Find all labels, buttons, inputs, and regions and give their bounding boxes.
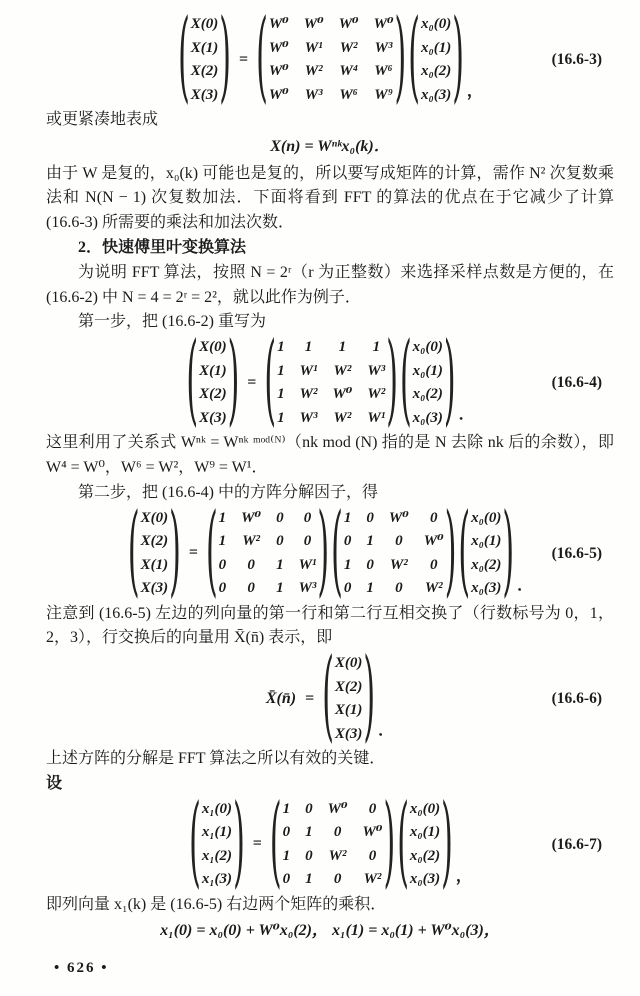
matrix-cell: W⁴ — [339, 63, 358, 79]
lhs-vector-x1 — [202, 800, 232, 890]
left-paren: ( — [127, 494, 140, 610]
right-paren: ) — [363, 639, 376, 756]
equation-label: (16.6-3) — [551, 50, 602, 68]
matrix-cell: X(2) — [334, 678, 363, 695]
matrix-cell: W² — [304, 63, 323, 79]
equation-punctuation: ． — [458, 406, 475, 424]
matrix-cell: x₁(3) — [201, 871, 233, 888]
section-heading-fft: 2．快速傅里叶变换算法 — [78, 238, 247, 256]
product-paragraph: 即列向量 x₁(k) 是 (16.6-5) 右边两个矩阵的乘积． — [46, 895, 387, 913]
matrix-cell: X(3) — [334, 725, 363, 742]
left-paren: ( — [399, 323, 412, 440]
matrix-cell: X(3) — [140, 580, 169, 597]
equation-label: (16.6-4) — [551, 374, 602, 392]
lhs-vector-X — [191, 15, 219, 105]
matrix-cell: 0 — [305, 800, 313, 817]
matrix-cell: X(0) — [334, 655, 363, 672]
matrix-cell: W³ — [304, 86, 323, 103]
matrix-cell: x₀(1) — [409, 824, 441, 841]
matrix-cell: x₀(1) — [471, 533, 502, 550]
matrix-cell: W⁰ — [338, 16, 359, 32]
matrix-cell: W² — [367, 386, 386, 403]
matrix-cell: 1 — [305, 824, 313, 841]
matrix-cell: W² — [389, 556, 408, 573]
matrix-cell: X(1) — [199, 362, 227, 379]
matrix-cell: 1 — [276, 580, 284, 597]
matrix-cell: W² — [333, 409, 352, 426]
complexity-paragraph: 由于 W 是复的，x₀(k) 可能也是复的，所以要写成矩阵的计算，需作 N² 次复数乘法和 N(N − 1) 次复数加法．下面将看到 FFT 的算法的优点在于它减少了计算 (16.6-3) 所需要的乘法和加法次数． — [46, 164, 614, 232]
equation-16-6-4 — [46, 323, 614, 440]
left-paren: ( — [458, 494, 471, 610]
matrix-cell: 1 — [218, 533, 227, 550]
matrix-cell: 0 — [282, 824, 291, 841]
compact-lead-text: 或更紧凑地表成 — [46, 111, 159, 128]
matrix-cell: 0 — [247, 556, 255, 573]
equals-sign: = — [247, 373, 257, 391]
equation-16-6-6 — [46, 639, 614, 756]
matrix-cell: W² — [328, 847, 347, 864]
equals-sign: = — [252, 835, 262, 853]
left-paren: ( — [269, 785, 282, 901]
matrix-cell: 0 — [247, 580, 255, 597]
matrix-cell: 0 — [366, 509, 374, 526]
left-paren: ( — [331, 494, 343, 610]
matrix-cell: x₀(1) — [412, 362, 443, 379]
matrix-cell: 1 — [366, 580, 374, 597]
matrix-cell: W⁹ — [374, 86, 393, 103]
matrix-cell: 1 — [282, 800, 291, 817]
matrix-cell: W⁰ — [268, 16, 289, 32]
matrix-cell: 1 — [276, 556, 284, 573]
matrix-cell: W⁰ — [362, 824, 383, 841]
matrix-cell: x₀(0) — [420, 16, 452, 32]
key-insight-paragraph: 上述方阵的分解是 FFT 算法之所以有效的关键． — [46, 750, 386, 768]
right-paren: ) — [317, 494, 330, 610]
matrix-cell: X(0) — [140, 509, 169, 526]
matrix-cell: x₀(1) — [420, 39, 452, 56]
equals-sign: = — [188, 544, 198, 562]
matrix-cell: 0 — [276, 509, 284, 526]
matrix-cell: 0 — [218, 556, 227, 573]
matrix-cell: W² — [424, 580, 443, 597]
matrix-cell: 0 — [366, 556, 374, 573]
matrix-cell: x₀(3) — [409, 871, 441, 888]
matrix-cell: X(1) — [334, 702, 363, 719]
equation-punctuation: ． — [517, 576, 534, 594]
equation-punctuation: ． — [378, 722, 395, 740]
matrix-cell: 0 — [333, 824, 342, 841]
matrix-cell: 0 — [368, 847, 377, 864]
right-paren: ) — [227, 323, 240, 440]
matrix-cell: W¹ — [298, 556, 317, 573]
left-paren: ( — [189, 785, 201, 901]
matrix-cell: 0 — [276, 533, 284, 550]
matrix-cell: W³ — [367, 362, 386, 379]
right-paren: ) — [394, 0, 407, 117]
let-lead: 设 — [46, 774, 63, 792]
overlined-vector-symbol: X̄(n̄) — [265, 689, 297, 707]
matrix-cell: X(3) — [199, 409, 227, 426]
equation-16-6-3 — [46, 0, 614, 117]
left-paren: ( — [256, 0, 268, 117]
matrix-cell: 0 — [305, 847, 313, 864]
matrix-cell: x₀(3) — [412, 409, 443, 426]
factor-matrix-1 — [219, 509, 317, 599]
matrix-cell: x₁(1) — [201, 824, 233, 841]
rhs-vector-x0 — [413, 338, 443, 428]
matrix-cell: x₀(2) — [471, 556, 502, 573]
matrix-cell: x₀(2) — [412, 386, 443, 403]
matrix-cell: W⁰ — [268, 63, 289, 79]
matrix-cell: 1 — [343, 509, 352, 526]
left-paren: ( — [264, 323, 277, 440]
matrix-cell: W⁰ — [327, 800, 348, 817]
matrix-cell: 1 — [304, 339, 313, 356]
right-paren: ) — [441, 785, 453, 901]
reduced-dft-matrix — [277, 338, 385, 428]
equation-label: (16.6-7) — [551, 835, 602, 853]
matrix-cell: W² — [242, 533, 261, 550]
matrix-cell: x₀(3) — [471, 580, 502, 597]
matrix-cell: 1 — [282, 847, 291, 864]
butterfly-equations-line: x₁(0) = x₀(0) + W⁰x₀(2)， x₁(1) = x₀(1) + W⁰x₀(3)， — [160, 921, 500, 939]
matrix-cell: 0 — [395, 580, 403, 597]
right-paren: ) — [169, 494, 181, 610]
matrix-cell: 1 — [343, 556, 352, 573]
matrix-cell: 1 — [277, 409, 285, 426]
matrix-cell: x₁(0) — [201, 800, 233, 817]
equation-label: (16.6-5) — [551, 544, 602, 562]
left-paren: ( — [205, 494, 218, 610]
rhs-vector-x0 — [410, 800, 440, 890]
matrix-cell: W⁰ — [303, 16, 324, 32]
matrix-cell: 0 — [429, 556, 438, 573]
matrix-cell: 1 — [366, 533, 374, 550]
matrix-cell: x₀(3) — [420, 86, 452, 103]
equation-label: (16.6-6) — [551, 690, 602, 708]
right-paren: ) — [386, 323, 398, 440]
matrix-cell: 1 — [338, 339, 347, 356]
left-paren: ( — [397, 785, 409, 901]
matrix-cell: 0 — [429, 509, 438, 526]
matrix-cell: x₀(0) — [412, 339, 443, 356]
factor-matrix-2 — [344, 509, 444, 599]
matrix-cell: W⁰ — [268, 86, 289, 103]
rhs-vector-x0 — [471, 509, 501, 599]
compact-equation: X(n) = Wⁿᵏx₀(k)． — [270, 137, 390, 155]
matrix-cell: X(0) — [199, 339, 227, 356]
lhs-vector-X — [199, 338, 227, 428]
matrix-cell: W⁰ — [241, 509, 262, 526]
matrix-cell: x₀(2) — [409, 847, 441, 864]
relation-paragraph: 这里利用了关系式 Wⁿᵏ = Wⁿᵏ ᵐᵒᵈ⁽ᴺ⁾（nk mod (N) 指的是 N 去除 nk 后的余数），即 W⁴ = W⁰，W⁶ = W²，W⁹ = W¹． — [46, 434, 614, 476]
left-paren: ( — [322, 639, 334, 756]
matrix-cell: 0 — [368, 800, 377, 817]
matrix-cell: 1 — [218, 509, 227, 526]
matrix-cell: W⁰ — [268, 39, 289, 56]
matrix-cell: 1 — [277, 386, 285, 403]
left-paren: ( — [408, 0, 420, 117]
matrix-cell: W¹ — [299, 362, 318, 379]
matrix-cell: W² — [333, 362, 352, 379]
matrix-cell: X(2) — [140, 533, 169, 550]
matrix-cell: W² — [363, 871, 382, 888]
matrix-cell: W⁰ — [332, 386, 353, 403]
matrix-cell: W⁶ — [339, 86, 358, 103]
matrix-cell: W⁰ — [423, 533, 444, 550]
equation-16-6-7 — [46, 785, 614, 901]
matrix-cell: X(1) — [140, 556, 169, 573]
matrix-cell: 1 — [305, 871, 313, 888]
matrix-cell: x₀(0) — [409, 800, 441, 817]
matrix-cell: W² — [339, 39, 358, 56]
matrix-cell: W¹ — [367, 409, 386, 426]
matrix-cell: x₁(2) — [201, 847, 233, 864]
choose-n-paragraph: 为说明 FFT 算法，按照 N = 2ʳ（r 为正整数）来选择采样点数是方便的，在 (16.6-2) 中 N = 4 = 2ʳ = 2²，就以此作为例子． — [46, 263, 614, 306]
rhs-vector-x0 — [421, 15, 451, 105]
right-paren: ) — [452, 0, 464, 117]
matrix-cell: X(2) — [190, 63, 219, 79]
swapped-vector — [335, 654, 363, 744]
matrix-cell: 0 — [343, 533, 352, 550]
matrix-cell: W³ — [374, 39, 393, 56]
left-paren: ( — [186, 323, 199, 440]
row-swap-note-paragraph: 注意到 (16.6-5) 左边的列向量的第一行和第二行互相交换了（行数标号为 0，1，2，3），行交换后的向量用 X̄(n̄) 表示，即 — [46, 604, 614, 647]
matrix-cell: W¹ — [304, 39, 323, 56]
matrix-cell: W⁰ — [388, 509, 409, 526]
left-paren: ( — [178, 0, 190, 117]
step2-lead: 第二步，把 (16.6-4) 中的方阵分解因子，得 — [78, 483, 378, 501]
page-number: • 626 • — [54, 959, 109, 976]
matrix-cell: 0 — [343, 580, 352, 597]
matrix-cell: X(1) — [190, 39, 219, 56]
equation-punctuation: ， — [466, 83, 483, 101]
matrix-cell: x₀(2) — [420, 63, 452, 79]
matrix-cell: W³ — [298, 580, 317, 597]
matrix-cell: x₀(0) — [471, 509, 502, 526]
stage1-matrix — [283, 800, 383, 890]
matrix-cell: X(3) — [190, 86, 219, 103]
lhs-vector-X-swapped — [141, 509, 169, 599]
right-paren: ) — [502, 494, 515, 610]
matrix-cell: W⁶ — [374, 63, 393, 79]
matrix-cell: X(0) — [190, 16, 219, 32]
matrix-cell: 1 — [277, 339, 285, 356]
matrix-cell: W³ — [299, 409, 318, 426]
equals-sign: = — [239, 50, 249, 68]
matrix-cell: 0 — [333, 871, 342, 888]
right-paren: ) — [233, 785, 245, 901]
matrix-cell: 1 — [277, 362, 285, 379]
right-paren: ) — [383, 785, 396, 901]
matrix-cell: 0 — [303, 533, 312, 550]
matrix-cell: W⁰ — [373, 16, 394, 32]
right-paren: ) — [443, 323, 456, 440]
equals-sign: = — [305, 689, 315, 707]
dft-matrix — [269, 15, 394, 105]
matrix-cell: 0 — [395, 533, 403, 550]
matrix-cell: 0 — [303, 509, 312, 526]
matrix-cell: 0 — [218, 580, 227, 597]
matrix-cell: W² — [299, 386, 318, 403]
equation-16-6-5 — [46, 494, 614, 610]
right-paren: ) — [219, 0, 231, 117]
matrix-cell: 0 — [282, 871, 291, 888]
matrix-cell: X(2) — [199, 386, 227, 403]
step1-lead: 第一步，把 (16.6-2) 重写为 — [78, 313, 266, 331]
equation-punctuation: ， — [455, 867, 472, 885]
right-paren: ) — [444, 494, 457, 610]
matrix-cell: 1 — [372, 339, 381, 356]
